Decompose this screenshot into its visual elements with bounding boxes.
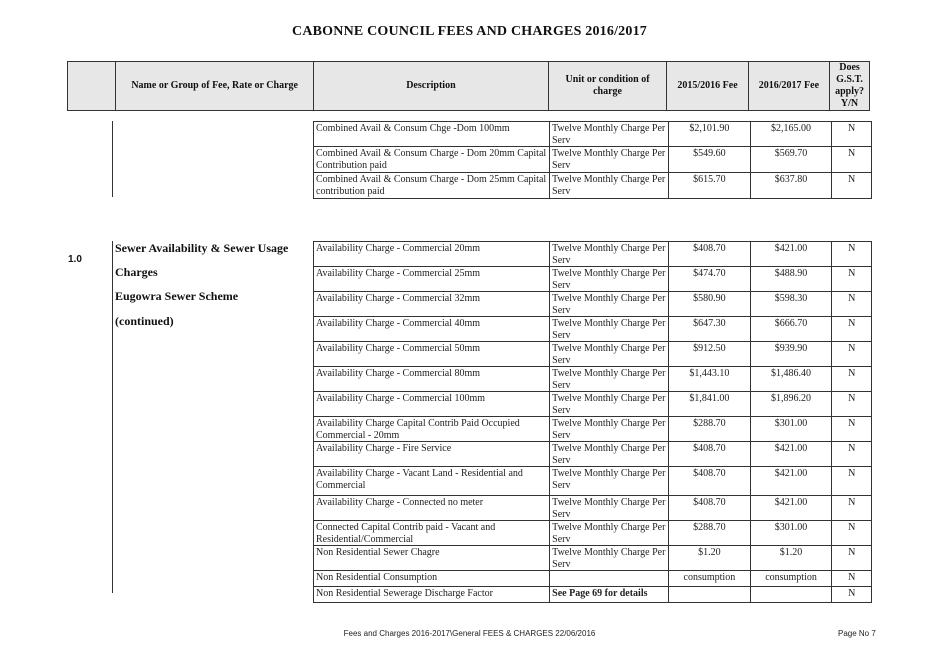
- cell-fee-2015: $408.70: [669, 496, 751, 521]
- top-fee-table: [313, 121, 872, 199]
- cell-unit: Twelve Monthly Charge Per Serv: [550, 147, 669, 173]
- cell-unit: Twelve Monthly Charge Per Serv: [550, 242, 669, 267]
- cell-fee-2015: $2,101.90: [669, 122, 751, 147]
- cell-gst: N: [832, 587, 872, 603]
- table-row: [314, 392, 872, 417]
- cell-unit: Twelve Monthly Charge Per Serv: [550, 496, 669, 521]
- table-row: [314, 173, 872, 199]
- cell-fee-2016: $1,486.40: [750, 367, 832, 392]
- cell-fee-2016: $637.80: [750, 173, 832, 199]
- cell-unit: Twelve Monthly Charge Per Serv: [550, 367, 669, 392]
- header-fee-2015: 2015/2016 Fee: [667, 62, 748, 111]
- cell-fee-2016: $301.00: [750, 521, 832, 546]
- header-fee-2016: 2016/2017 Fee: [748, 62, 829, 111]
- section-number: 1.0: [68, 254, 82, 265]
- table-row: [314, 342, 872, 367]
- cell-desc: Combined Avail & Consum Chge -Dom 100mm: [314, 122, 550, 147]
- table-row: [314, 317, 872, 342]
- cell-fee-2015: [669, 587, 751, 603]
- cell-unit: [550, 571, 669, 587]
- table-row: [314, 417, 872, 442]
- cell-fee-2015: $474.70: [669, 267, 751, 292]
- table-row: [314, 292, 872, 317]
- table-row: [314, 571, 872, 587]
- cell-fee-2016: $301.00: [750, 417, 832, 442]
- cell-fee-2015: $288.70: [669, 521, 751, 546]
- cell-desc: Connected Capital Contrib paid - Vacant and Residential/Commercial: [314, 521, 550, 546]
- section-title-line-1: Sewer Availability & Sewer Usage: [115, 241, 289, 255]
- cell-unit: [550, 587, 669, 603]
- table-row: [314, 267, 872, 292]
- cell-gst: N: [832, 467, 872, 496]
- cell-unit: Twelve Monthly Charge Per Serv: [550, 546, 669, 571]
- cell-fee-2015: $1.20: [669, 546, 751, 571]
- section-title-line-2: Charges: [115, 265, 158, 279]
- header-description: Description: [314, 62, 549, 111]
- cell-desc: Availability Charge - Commercial 32mm: [314, 292, 550, 317]
- table-row: [314, 367, 872, 392]
- table-row: [314, 521, 872, 546]
- table-row: [314, 546, 872, 571]
- cell-unit: Twelve Monthly Charge Per Serv: [550, 267, 669, 292]
- cell-fee-2016: $421.00: [750, 496, 832, 521]
- cell-fee-2016: $421.00: [750, 442, 832, 467]
- section-title-line-3: Eugowra Sewer Scheme: [115, 289, 239, 303]
- header-unit: Unit or condition of charge: [548, 62, 667, 111]
- cell-gst: N: [832, 417, 872, 442]
- cell-desc: Availability Charge - Fire Service: [314, 442, 550, 467]
- sewer-fee-table: [313, 241, 872, 603]
- section-title-line-4: (continued): [115, 314, 174, 328]
- header-name: Name or Group of Fee, Rate or Charge: [116, 62, 314, 111]
- name-column-rule-top: [112, 121, 113, 197]
- cell-fee-2015: $408.70: [669, 467, 751, 496]
- cell-fee-2016: $421.00: [750, 467, 832, 496]
- cell-gst: N: [832, 122, 872, 147]
- cell-fee-2015: $580.90: [669, 292, 751, 317]
- cell-fee-2015: $912.50: [669, 342, 751, 367]
- cell-unit: Twelve Monthly Charge Per Serv: [550, 122, 669, 147]
- cell-fee-2015: $549.60: [669, 147, 751, 173]
- table-row: [314, 122, 872, 147]
- cell-fee-2016: $569.70: [750, 147, 832, 173]
- cell-fee-2016: $1.20: [750, 546, 832, 571]
- cell-fee-2016: $1,896.20: [750, 392, 832, 417]
- cell-desc: Non Residential Sewer Chagre: [314, 546, 550, 571]
- cell-fee-2015: $1,443.10: [669, 367, 751, 392]
- cell-unit: Twelve Monthly Charge Per Serv: [550, 317, 669, 342]
- cell-unit: Twelve Monthly Charge Per Serv: [550, 392, 669, 417]
- cell-desc: Availability Charge - Commercial 20mm: [314, 242, 550, 267]
- cell-fee-2016: consumption: [750, 571, 832, 587]
- cell-fee-2015: $288.70: [669, 417, 751, 442]
- cell-gst: N: [832, 392, 872, 417]
- cell-fee-2016: $421.00: [750, 242, 832, 267]
- cell-fee-2015: $1,841.00: [669, 392, 751, 417]
- cell-fee-2016: $598.30: [750, 292, 832, 317]
- cell-fee-2015: $647.30: [669, 317, 751, 342]
- cell-fee-2015: $408.70: [669, 242, 751, 267]
- cell-fee-2016: $666.70: [750, 317, 832, 342]
- cell-gst: N: [832, 521, 872, 546]
- footer-text: Fees and Charges 2016-2017\General FEES & CHARGES 22/06/2016: [343, 629, 596, 638]
- cell-fee-2016: [750, 587, 832, 603]
- cell-desc: Availability Charge - Commercial 100mm: [314, 392, 550, 417]
- table-row: [314, 587, 872, 603]
- cell-gst: N: [832, 173, 872, 199]
- cell-gst: N: [832, 342, 872, 367]
- table-row: [314, 496, 872, 521]
- table-row: [314, 467, 872, 496]
- cell-fee-2015: $408.70: [669, 442, 751, 467]
- cell-desc: Availability Charge - Commercial 50mm: [314, 342, 550, 367]
- cell-desc: Availability Charge - Commercial 40mm: [314, 317, 550, 342]
- cell-fee-2015: $615.70: [669, 173, 751, 199]
- cell-desc: Non Residential Sewerage Discharge Factor: [314, 587, 550, 603]
- cell-gst: N: [832, 317, 872, 342]
- header-number-cell: [68, 62, 116, 111]
- header-gst: Does G.S.T. apply? Y/N: [830, 62, 870, 111]
- cell-unit: Twelve Monthly Charge Per Serv: [550, 521, 669, 546]
- cell-gst: N: [832, 546, 872, 571]
- cell-desc: Availability Charge - Vacant Land - Residential and Commercial: [314, 467, 550, 496]
- cell-desc: Combined Avail & Consum Charge - Dom 20mm Capital Contribution paid: [314, 147, 550, 173]
- table-row: [314, 147, 872, 173]
- page-title: CABONNE COUNCIL FEES AND CHARGES 2016/2017: [292, 24, 647, 39]
- cell-unit: Twelve Monthly Charge Per Serv: [550, 467, 669, 496]
- cell-desc: Availability Charge - Commercial 80mm: [314, 367, 550, 392]
- cell-unit: Twelve Monthly Charge Per Serv: [550, 342, 669, 367]
- cell-fee-2016: $488.90: [750, 267, 832, 292]
- cell-fee-2016: $2,165.00: [750, 122, 832, 147]
- cell-unit: Twelve Monthly Charge Per Serv: [550, 417, 669, 442]
- cell-gst: N: [832, 496, 872, 521]
- cell-fee-2016: $939.90: [750, 342, 832, 367]
- cell-fee-2015: consumption: [669, 571, 751, 587]
- table-row: [314, 242, 872, 267]
- cell-gst: N: [832, 292, 872, 317]
- header-table: [67, 61, 870, 111]
- cell-gst: N: [832, 367, 872, 392]
- cell-unit: Twelve Monthly Charge Per Serv: [550, 442, 669, 467]
- table-row: [314, 442, 872, 467]
- cell-desc: Availability Charge - Commercial 25mm: [314, 267, 550, 292]
- name-column-rule-section: [112, 241, 113, 593]
- cell-unit: Twelve Monthly Charge Per Serv: [550, 173, 669, 199]
- cell-gst: N: [832, 147, 872, 173]
- cell-gst: N: [832, 442, 872, 467]
- cell-desc: Availability Charge Capital Contrib Paid Occupied Commercial - 20mm: [314, 417, 550, 442]
- cell-desc: Availability Charge - Connected no meter: [314, 496, 550, 521]
- page-number: Page No 7: [838, 629, 876, 638]
- cell-unit: Twelve Monthly Charge Per Serv: [550, 292, 669, 317]
- cell-desc: Non Residential Consumption: [314, 571, 550, 587]
- cell-gst: N: [832, 571, 872, 587]
- cell-unit-bold: See Page 69 for details: [552, 588, 648, 599]
- cell-desc: Combined Avail & Consum Charge - Dom 25mm Capital contribution paid: [314, 173, 550, 199]
- cell-gst: N: [832, 242, 872, 267]
- cell-gst: N: [832, 267, 872, 292]
